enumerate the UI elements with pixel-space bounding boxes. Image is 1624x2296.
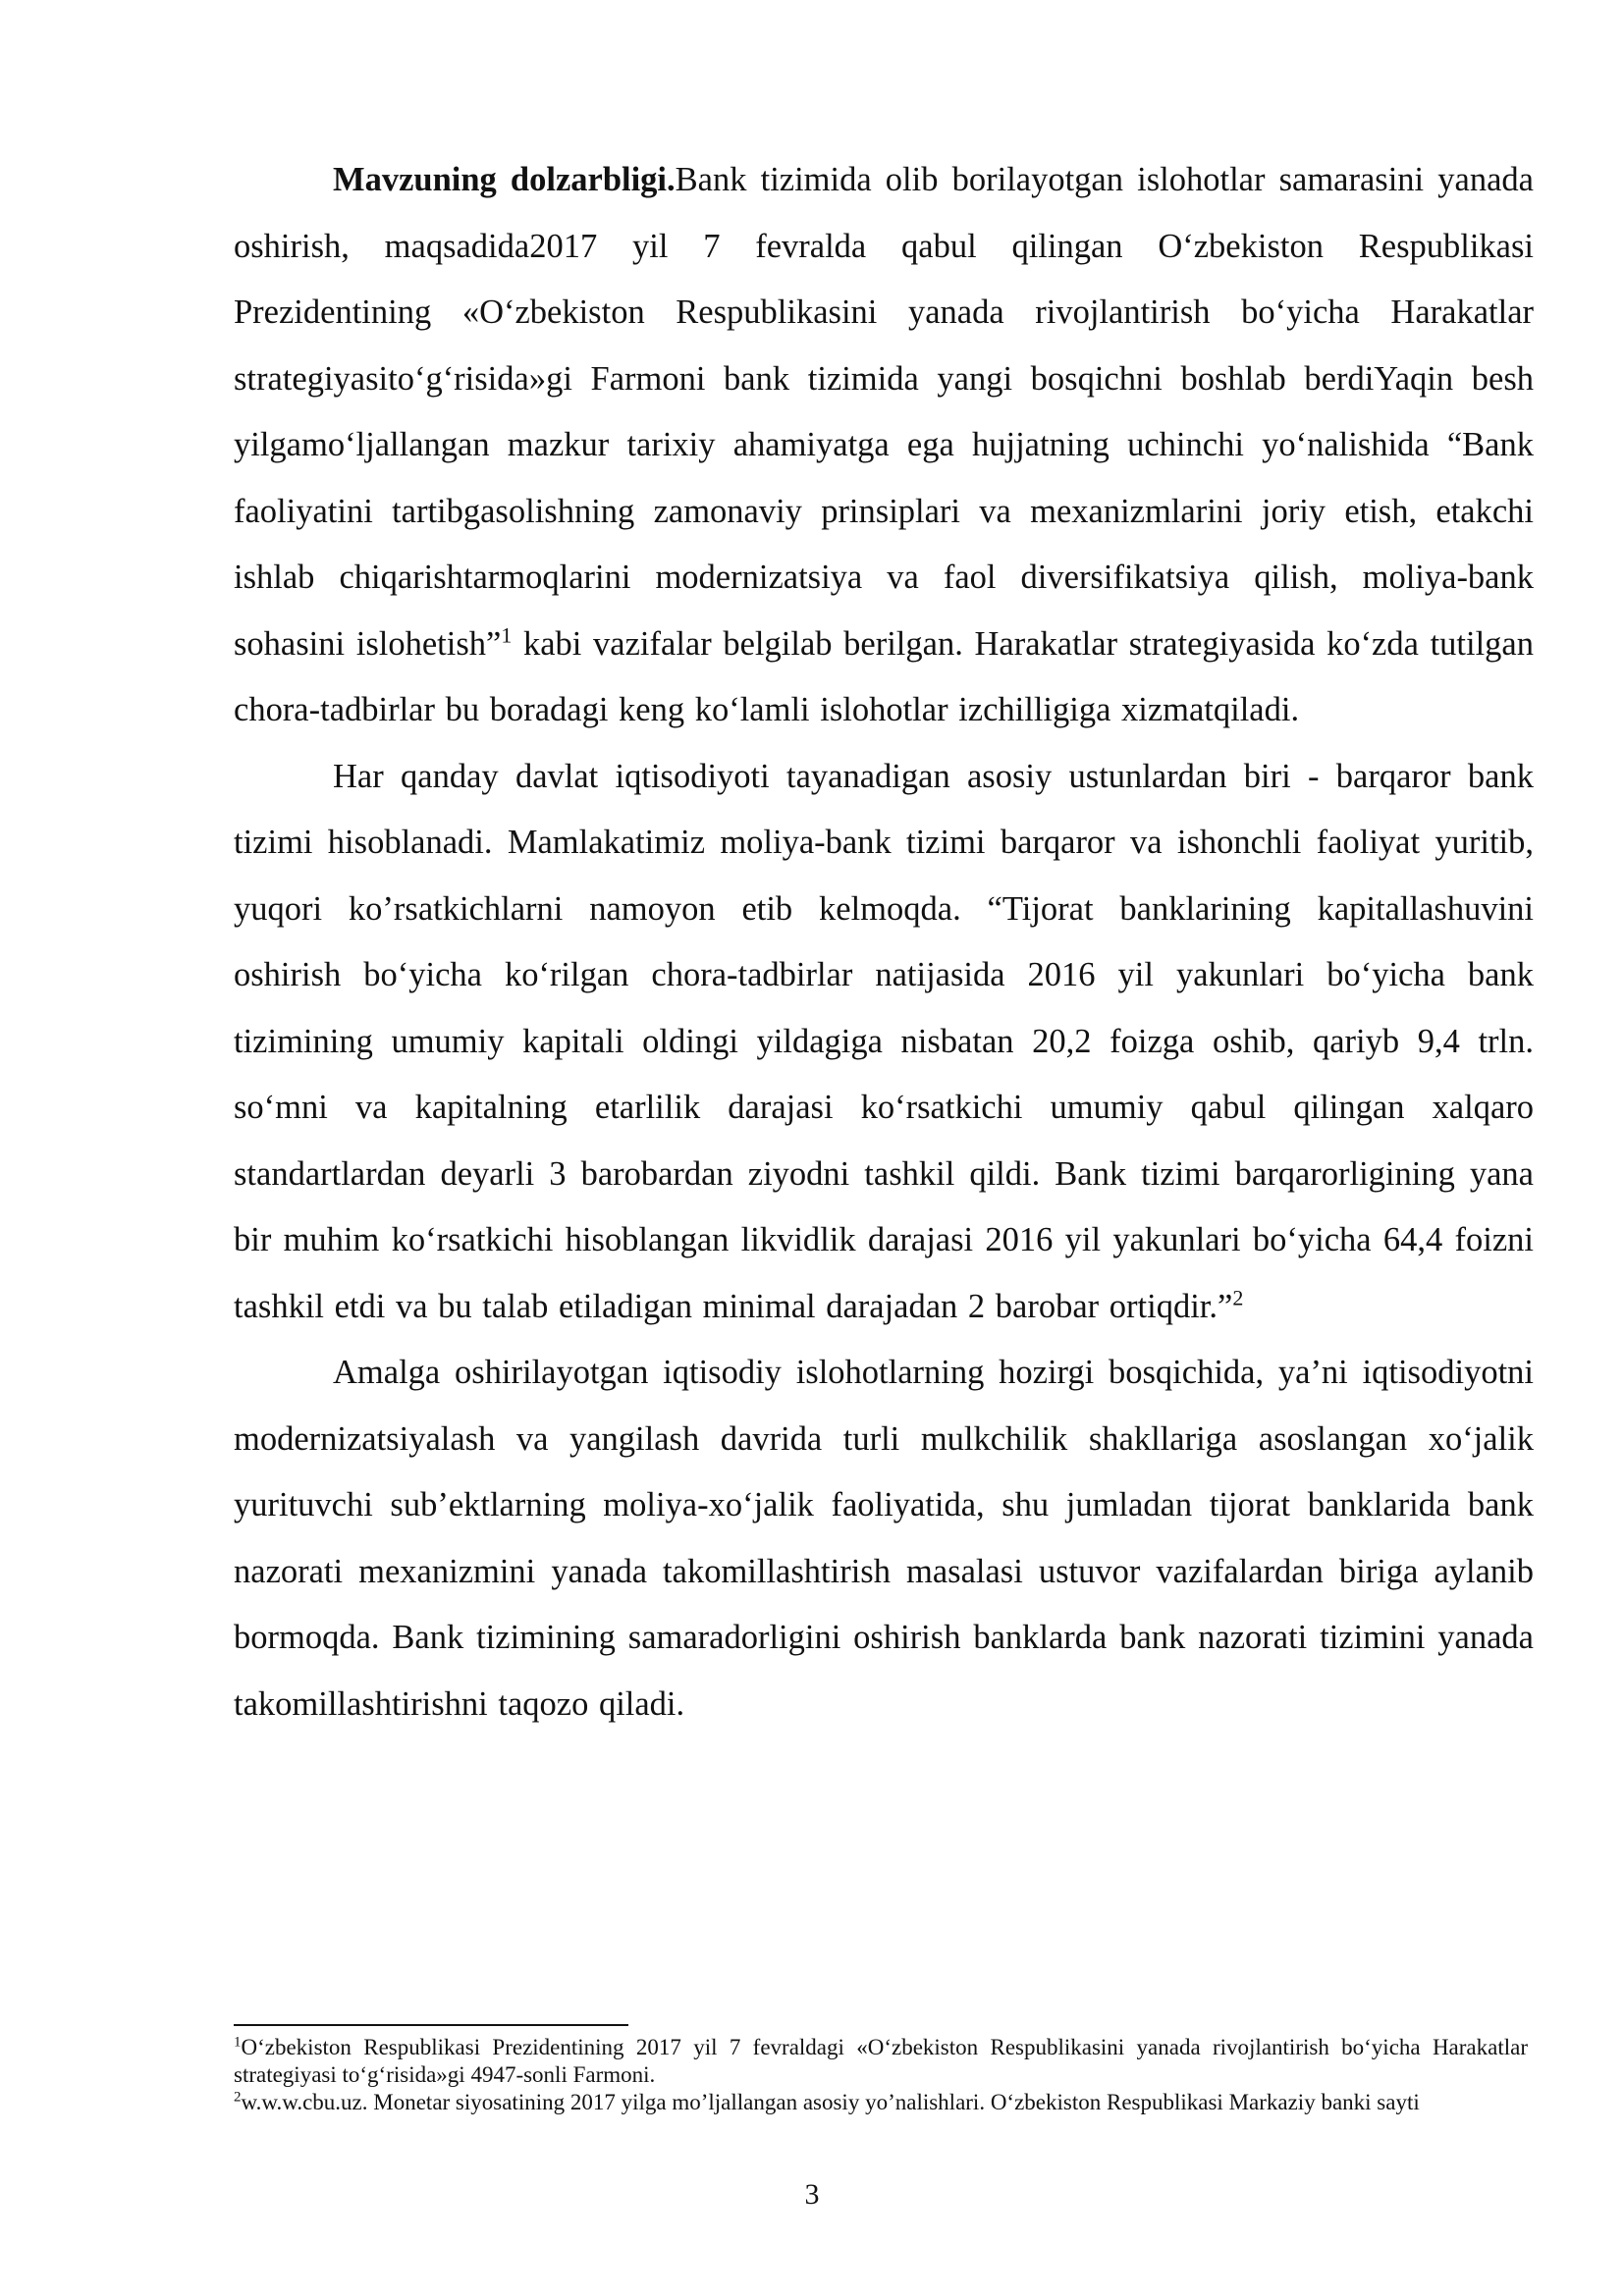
footnote-ref-2[interactable]: 2: [1232, 1285, 1244, 1309]
paragraph-text-tail: kabi vazifalar belgilab berilgan. Harakatlar strategiyasida ko‘zda tutilgan chora-tadbirlar bu boradagi keng ko‘lamli islohotlar izchilligiga xizmatqiladi.: [234, 624, 1534, 728]
footnote-text: O‘zbekiston Respublikasi Prezidentining 2017 yil 7 fevraldagi «O‘zbekiston Respublikasini yanada rivojlantirish bo‘yicha Harakatlar strategiyasi to‘g‘risida»gi 4947-sonli Farmoni.: [234, 2035, 1528, 2087]
footnotes: [234, 2034, 1528, 2116]
paragraph-text: Bank tizimida olib borilayotgan islohotlar samarasini yanada oshirish, maqsadida2017 yil 7 fevralda qabul qilingan O‘zbekiston Respublikasi Prezidentining «O‘zbekiston Respublikasini yanada rivojlantirish bo‘yicha Harakatlar strategiyasito‘g‘risida»gi Farmoni bank tizimida yangi bosqichni boshlab berdiYaqin besh yilgamo‘ljallangan mazkur tarixiy ahamiyatga ega hujjatning uchinchi yo‘nalishida “Bank faoliyatini tartibgasolishning zamonaviy prinsiplari va mexanizmlarini joriy etish, etakchi ishlab chiqarishtarmoqlarini modernizatsiya va faol diversifikatsiya qilish, moliya-bank sohasini islohetish”: [234, 161, 1534, 663]
paragraph-text: Amalga oshirilayotgan iqtisodiy islohotlarning hozirgi bosqichida, ya’ni iqtisodiyotni modernizatsiyalash va yangilash davrida turli mulkchilik shakllariga asoslangan xo‘jalik yurituvchi sub’ektlarning moliya-xo‘jalik faoliyatida, shu jumladan tijorat banklarida bank nazorati mexanizmini yanada takomillashtirish masalasi ustuvor vazifalardan biriga aylanib bormoqda. Bank tizimining samaradorligini oshirish banklarda bank nazorati tizimini yanada takomillashtirishni taqozo qiladi.: [234, 1354, 1534, 1723]
footnote-number: 2: [234, 2089, 242, 2106]
paragraph-relevance: [234, 147, 1534, 744]
paragraph-reforms: [234, 1340, 1534, 1737]
paragraph-bank-stability: [234, 744, 1534, 1341]
paragraph-text: Har qanday davlat iqtisodiyoti tayanadigan asosiy ustunlardan biri - barqaror bank tizimi hisoblanadi. Mamlakatimiz moliya-bank tizimi barqaror va ishonchli faoliyat yuritib, yuqori ko’rsatkichlarni namoyon etib kelmoqda. “Tijorat banklarining kapitallashuvini oshirish bo‘yicha ko‘rilgan chora-tadbirlar natijasida 2016 yil yakunlari bo‘yicha bank tizimining umumiy kapitali oldingi yildagiga nisbatan 20,2 foizga oshib, qariyb 9,4 trln. so‘mni va kapitalning etarlilik darajasi ko‘rsatkichi umumiy qabul qilingan xalqaro standartlardan deyarli 3 barobardan ziyodni tashkil qildi. Bank tizimi barqarorligining yana bir muhim ko‘rsatkichi hisoblangan likvidlik darajasi 2016 yil yakunlari bo‘yicha 64,4 foizni tashkil etdi va bu talab etiladigan minimal darajadan 2 barobar ortiqdir.”: [234, 757, 1534, 1325]
page-number: 3: [804, 2178, 820, 2211]
document-body: [234, 147, 1534, 1737]
footnote-number: 1: [234, 2034, 242, 2051]
footnote-1: [234, 2034, 1528, 2089]
footnote-separator: [234, 2024, 628, 2026]
footnote-2: [234, 2089, 1528, 2116]
footnote-text: w.w.w.cbu.uz. Monetar siyosatining 2017 yilga mo’ljallangan asosiy yo’nalishlari. O‘zbekiston Respublikasi Markaziy banki sayti: [241, 2090, 1420, 2114]
section-heading-lead: Mavzuning dolzarbligi.: [333, 161, 676, 198]
footnote-ref-1[interactable]: 1: [501, 622, 513, 647]
